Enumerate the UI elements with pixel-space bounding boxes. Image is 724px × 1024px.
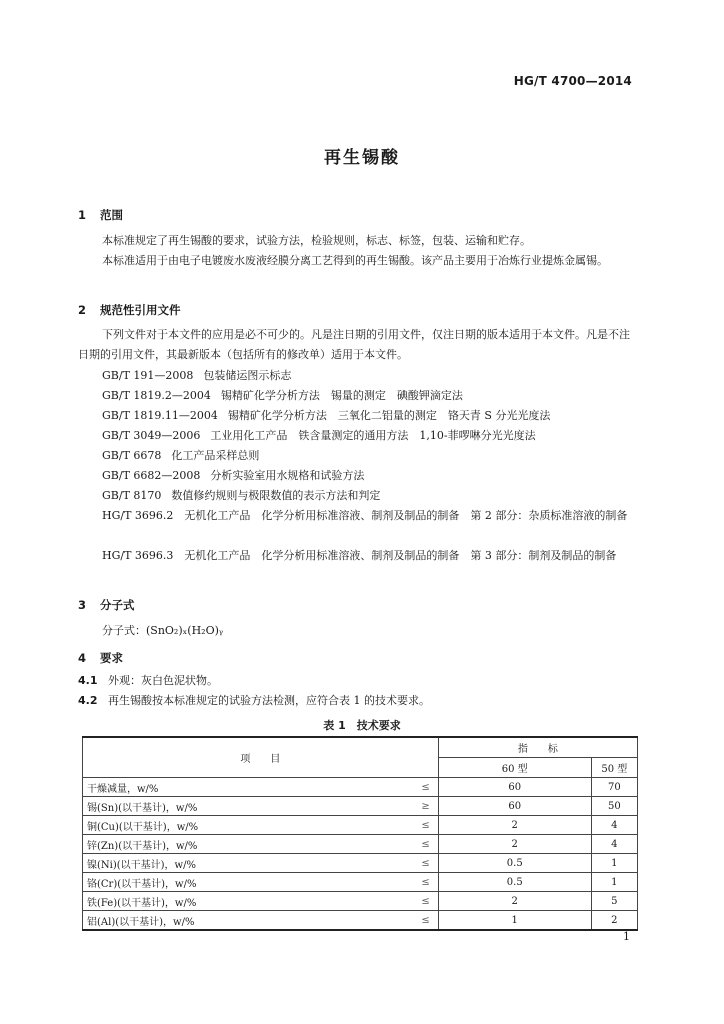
reference-item: GB/T 6682—2008 分析实验室用水规格和试验方法 (102, 469, 365, 482)
row-item: 铜(Cu)(以干基计)，w/% (83, 816, 400, 835)
row-item: 锌(Zn)(以干基计)，w/% (83, 835, 400, 854)
row-symbol: ≤ (400, 816, 439, 835)
table-row (83, 816, 638, 835)
header-type-60: 60 型 (438, 758, 591, 778)
table-row (83, 892, 638, 911)
row-value-60: 1 (438, 911, 591, 931)
row-item: 干燥减量，w/% (83, 778, 400, 797)
row-symbol: ≤ (400, 873, 439, 892)
row-item: 镍(Ni)(以干基计)，w/% (83, 854, 400, 873)
row-value-50: 4 (591, 835, 637, 854)
section-2-heading: 2 规范性引用文件 (78, 303, 181, 317)
reference-item: GB/T 3049—2006 工业用化工产品 铁含量测定的通用方法 1,10-菲啰啉分光光度法 (102, 429, 536, 442)
row-symbol: ≤ (400, 892, 439, 911)
row-symbol: ≥ (400, 797, 439, 816)
row-value-50: 2 (591, 911, 637, 931)
reference-item: GB/T 191—2008 包装储运图示标志 (102, 369, 292, 382)
row-value-60: 2 (438, 835, 591, 854)
table-row (83, 835, 638, 854)
reference-item-hg-3696-2: HG/T 3696.2 无机化工产品 化学分析用标准溶液、制剂及制品的制备 第 2 部分：杂质标准溶液的制备 (102, 509, 628, 522)
section-1-heading: 1 范围 (78, 208, 123, 222)
table-row (83, 873, 638, 892)
row-symbol: ≤ (400, 835, 439, 854)
reference-item: GB/T 6678 化工产品采样总则 (102, 449, 260, 462)
row-value-50: 1 (591, 854, 637, 873)
row-item: 铁(Fe)(以干基计)，w/% (83, 892, 400, 911)
row-symbol: ≤ (400, 911, 439, 931)
header-type-50: 50 型 (591, 758, 637, 778)
row-value-50: 1 (591, 873, 637, 892)
header-item: 项 目 (83, 737, 439, 778)
document-title: 再生锡酸 (324, 148, 400, 168)
table-row (83, 797, 638, 816)
row-value-60: 0.5 (438, 873, 591, 892)
row-value-60: 2 (438, 892, 591, 911)
section-1-paragraph-1: 本标准规定了再生锡酸的要求，试验方法，检验规则，标志、标签，包装、运输和贮存。 (102, 234, 531, 247)
requirement-4-1: 4.1 外观：灰白色泥状物。 (78, 674, 218, 687)
reference-item: GB/T 1819.11—2004 锡精矿化学分析方法 三氧化二铝量的测定 铬天青 S 分光光度法 (102, 409, 551, 422)
row-value-50: 70 (591, 778, 637, 797)
row-symbol: ≤ (400, 854, 439, 873)
table-row (83, 854, 638, 873)
section-3-heading: 3 分子式 (78, 598, 135, 612)
row-value-60: 0.5 (438, 854, 591, 873)
table-row (83, 778, 638, 797)
technical-requirements-table (82, 736, 638, 931)
table-header-row (83, 737, 638, 758)
section-4-heading: 4 要求 (78, 651, 123, 665)
row-value-60: 2 (438, 816, 591, 835)
row-value-50: 5 (591, 892, 637, 911)
page-number: 1 (623, 930, 630, 943)
row-value-60: 60 (438, 778, 591, 797)
table-caption: 表 1 技术要求 (323, 719, 401, 732)
table-row (83, 911, 638, 931)
row-value-60: 60 (438, 797, 591, 816)
molecular-formula: 分子式：(SnO₂)ₓ(H₂O)ᵧ (102, 624, 224, 637)
row-value-50: 4 (591, 816, 637, 835)
row-item: 铬(Cr)(以干基计)，w/% (83, 873, 400, 892)
section-2-intro: 下列文件对于本文件的应用是必不可少的。凡是注日期的引用文件，仅注日期的版本适用于本文件。凡是不注日期的引用文件，其最新版本（包括所有的修改单）适用于本文件。 (78, 328, 630, 361)
row-symbol: ≤ (400, 778, 439, 797)
standard-code: HG/T 4700—2014 (513, 74, 632, 88)
row-item: 铝(Al)(以干基计)，w/% (83, 911, 400, 931)
reference-item: GB/T 8170 数值修约规则与极限数值的表示方法和判定 (102, 489, 381, 502)
reference-item-hg-3696-3: HG/T 3696.3 无机化工产品 化学分析用标准溶液、制剂及制品的制备 第 3 部分：制剂及制品的制备 (102, 549, 617, 562)
section-1-paragraph-2: 本标准适用于由电子电镀废水废液经膜分离工艺得到的再生锡酸。该产品主要用于冶炼行业提炼金属锡。 (102, 254, 608, 267)
row-value-50: 50 (591, 797, 637, 816)
header-spec: 指 标 (438, 737, 637, 758)
requirement-4-2: 4.2 再生锡酸按本标准规定的试验方法检测，应符合表 1 的技术要求。 (78, 694, 430, 707)
reference-item: GB/T 1819.2—2004 锡精矿化学分析方法 锡量的测定 碘酸钾滴定法 (102, 389, 463, 402)
row-item: 锡(Sn)(以干基计)，w/% (83, 797, 400, 816)
